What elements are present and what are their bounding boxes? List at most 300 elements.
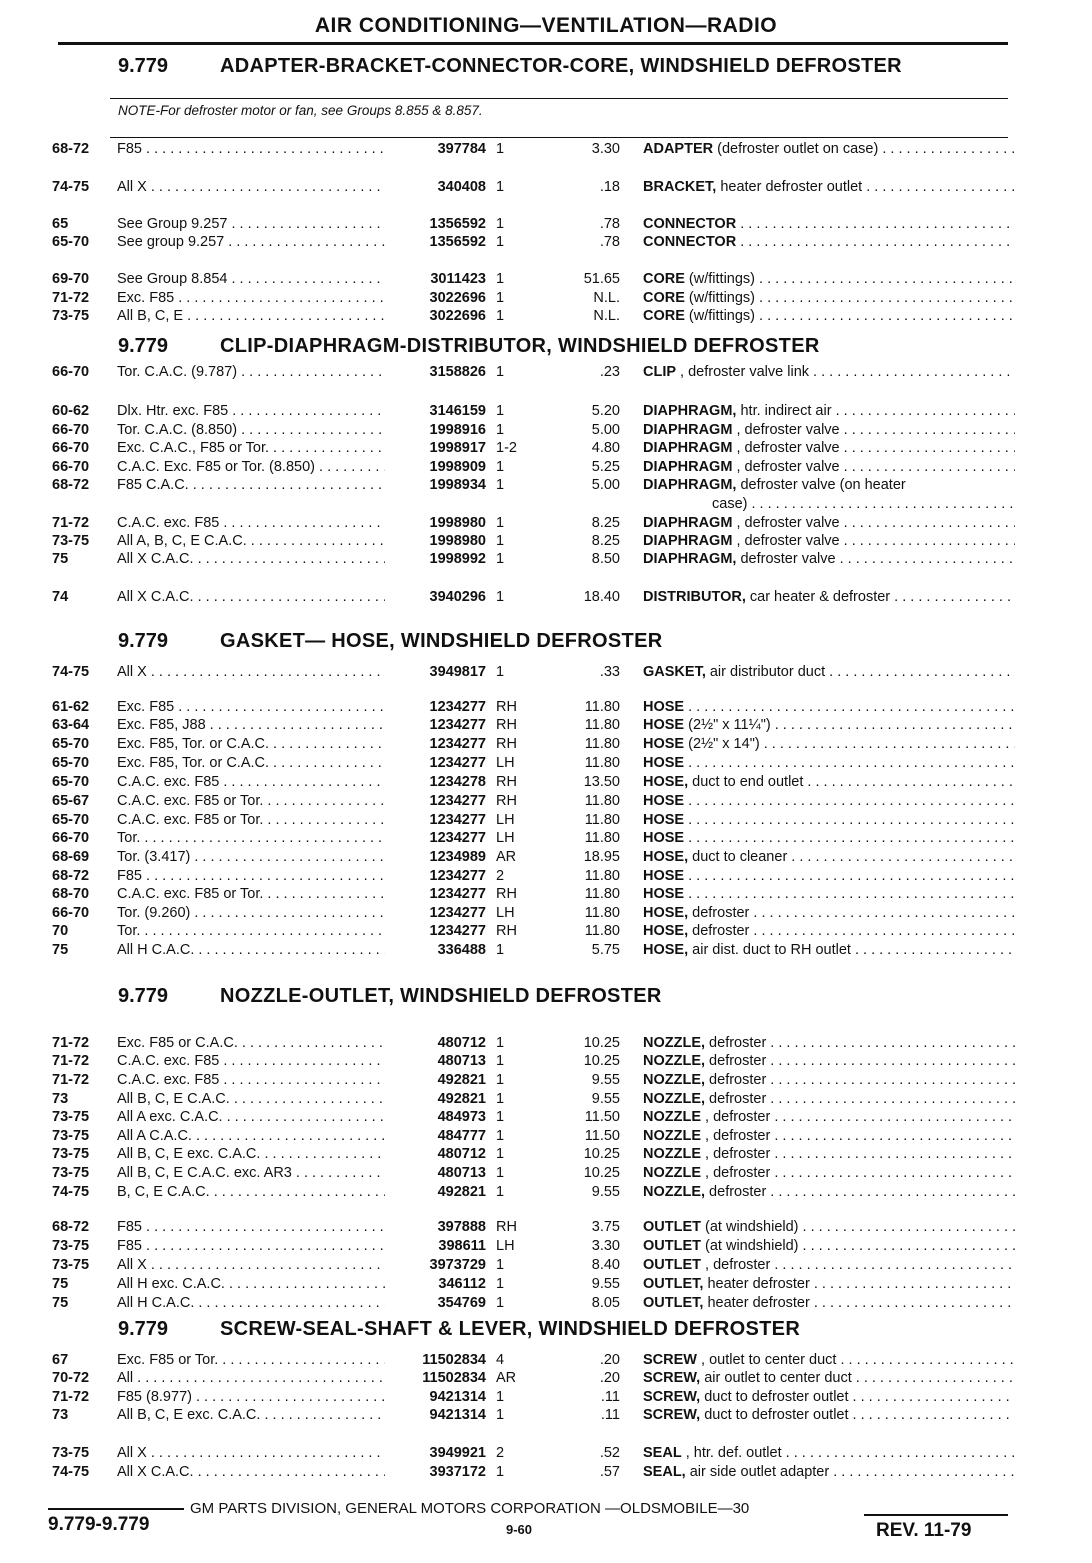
part-detail: , defroster: [701, 1165, 771, 1181]
application: All X C.A.C. . . .: [117, 1463, 385, 1481]
quantity: RH: [496, 699, 517, 715]
quantity: 1: [496, 533, 505, 549]
model-years: 74-75: [52, 1184, 90, 1200]
description: [643, 532, 1015, 550]
application: Exc. F85 . . .: [117, 289, 385, 307]
part-name: DIAPHRAGM: [643, 533, 733, 549]
part-name: SCREW: [643, 1352, 697, 1368]
part-number: 484777: [437, 1128, 486, 1144]
description: [643, 307, 1015, 325]
model-years: 65-70: [52, 774, 90, 790]
quantity: 1: [496, 1276, 505, 1292]
price: 5.00: [591, 477, 620, 493]
price: 11.80: [584, 868, 620, 884]
part-detail: , defroster: [701, 1109, 771, 1125]
description: [643, 1256, 1015, 1274]
price: 11.80: [584, 923, 620, 939]
table-row: [0, 1183, 1092, 1201]
price: 11.80: [584, 717, 620, 733]
part-name: HOSE: [643, 717, 685, 733]
part-name: DIAPHRAGM: [643, 440, 733, 456]
part-number: 9421314: [429, 1407, 486, 1423]
quantity: 1: [496, 1165, 505, 1181]
table-row: [0, 904, 1092, 922]
price: .78: [599, 216, 620, 232]
part-name: NOZZLE,: [643, 1072, 706, 1088]
quantity: 1: [496, 1389, 505, 1405]
model-years: 71-72: [52, 1072, 90, 1088]
quantity: 1: [496, 271, 505, 287]
model-years: 66-70: [52, 459, 90, 475]
price: .78: [599, 234, 620, 250]
quantity: RH: [496, 923, 517, 939]
part-number: 3011423: [430, 271, 486, 287]
quantity: RH: [496, 717, 517, 733]
quantity: RH: [496, 774, 517, 790]
part-name: HOSE,: [643, 942, 689, 958]
model-years: 71-72: [52, 515, 90, 531]
description: [643, 1275, 1015, 1293]
part-number: 3940296: [429, 589, 486, 605]
quantity: 1: [496, 942, 505, 958]
section-number: 9.779: [118, 1318, 169, 1340]
table-row: [0, 215, 1092, 233]
footer-page-number: 9-60: [506, 1522, 533, 1537]
model-years: 68-69: [52, 849, 90, 865]
application: All H C.A.C. . . .: [117, 941, 385, 959]
part-detail: htr. indirect air: [736, 403, 832, 419]
model-years: 74-75: [52, 1464, 90, 1480]
part-detail: defroster: [705, 1184, 767, 1200]
model-years: 65-70: [52, 812, 90, 828]
table-row: [0, 754, 1092, 772]
price: 3.75: [591, 1219, 620, 1235]
footer-rule-left: [48, 1508, 184, 1510]
part-detail: duct to cleaner: [688, 849, 788, 865]
part-number: 1234277: [429, 886, 486, 902]
table-row: [0, 402, 1092, 420]
note-rule-top: [110, 98, 1008, 99]
quantity: 1: [496, 1091, 505, 1107]
table-row: [0, 1294, 1092, 1312]
part-number: 1234277: [429, 736, 486, 752]
price: 51.65: [583, 271, 620, 287]
price: 13.50: [583, 774, 620, 790]
application: All A exc. C.A.C. . . .: [117, 1108, 385, 1126]
price: 9.55: [591, 1184, 620, 1200]
part-detail: (2½" x 11¼"): [684, 717, 771, 733]
table-row: [0, 792, 1092, 810]
part-detail: air side outlet adapter: [685, 1464, 830, 1480]
part-detail: defroster: [705, 1091, 767, 1107]
part-name: OUTLET: [643, 1219, 701, 1235]
part-number: 11502834: [422, 1370, 486, 1386]
price: .18: [599, 179, 620, 195]
quantity: 1: [496, 589, 505, 605]
application: Exc. F85, J88 . . .: [117, 716, 385, 734]
price: .20: [599, 1352, 620, 1368]
application: All . . .: [117, 1369, 385, 1387]
part-detail: , defroster valve link: [676, 364, 810, 380]
section-number: 9.779: [118, 335, 169, 357]
part-number: 480713: [437, 1053, 486, 1069]
table-row: [0, 1388, 1092, 1406]
quantity: LH: [496, 830, 515, 846]
part-name: SEAL: [643, 1445, 682, 1461]
quantity: RH: [496, 736, 517, 752]
application: Exc. F85 or C.A.C. . . .: [117, 1034, 385, 1052]
description: [643, 514, 1015, 532]
quantity: 1: [496, 1257, 505, 1273]
application: All X . . .: [117, 1444, 385, 1462]
description: [643, 233, 1015, 251]
part-detail: defroster valve: [736, 551, 836, 567]
price: 11.80: [584, 830, 620, 846]
part-detail: , defroster valve: [732, 422, 840, 438]
price: 9.55: [591, 1276, 620, 1292]
price: 9.55: [591, 1091, 620, 1107]
application: Dlx. Htr. exc. F85 . . .: [117, 402, 385, 420]
part-name: SCREW,: [643, 1370, 701, 1386]
part-name: OUTLET,: [643, 1276, 704, 1292]
quantity: 1: [496, 141, 505, 157]
application: All B, C, E . . .: [117, 307, 385, 325]
description: [643, 792, 1015, 810]
part-number: 1234989: [429, 849, 486, 865]
description: [643, 735, 1015, 753]
part-detail: heater defroster: [703, 1276, 810, 1292]
table-row: [0, 1463, 1092, 1481]
quantity: 1-2: [496, 440, 517, 456]
application: Exc. F85 or Tor. . . .: [117, 1351, 385, 1369]
application: F85 C.A.C. . . .: [117, 476, 385, 494]
quantity: 1: [496, 1407, 505, 1423]
quantity: 1: [496, 1184, 505, 1200]
part-number: 492821: [437, 1091, 486, 1107]
model-years: 73-75: [52, 1128, 90, 1144]
quantity: 1: [496, 459, 505, 475]
part-name: CORE: [643, 308, 685, 324]
table-row: [0, 1369, 1092, 1387]
price: 3.30: [591, 141, 620, 157]
model-years: 68-72: [52, 141, 90, 157]
part-name: HOSE: [643, 886, 685, 902]
application: C.A.C. Exc. F85 or Tor. (8.850) . . .: [117, 458, 385, 476]
part-name: SCREW,: [643, 1407, 701, 1423]
table-row: [0, 178, 1092, 196]
application: Tor. . . .: [117, 829, 385, 847]
application: Exc. F85 . . .: [117, 698, 385, 716]
table-row: [0, 1218, 1092, 1236]
part-name: NOZZLE: [643, 1128, 701, 1144]
description: [643, 476, 1015, 494]
price: 11.80: [584, 812, 620, 828]
application: All X . . .: [117, 663, 385, 681]
quantity: 1: [496, 1128, 505, 1144]
price: 4.80: [591, 440, 620, 456]
part-name: SEAL,: [643, 1464, 686, 1480]
part-name: OUTLET: [643, 1257, 701, 1273]
model-years: 67: [52, 1352, 69, 1368]
table-row: [0, 307, 1092, 325]
application: See group 9.257 . . .: [117, 233, 385, 251]
table-row: [0, 550, 1092, 568]
price: 5.75: [591, 942, 620, 958]
table-row: [0, 698, 1092, 716]
description: [643, 904, 1015, 922]
description: [643, 885, 1015, 903]
part-number: 11502834: [422, 1352, 486, 1368]
part-number: 1998992: [429, 551, 486, 567]
part-number: 1234277: [429, 812, 486, 828]
description: [643, 421, 1015, 439]
footer-publisher: GM PARTS DIVISION, GENERAL MOTORS CORPORATION —OLDSMOBILE—30: [190, 1500, 750, 1517]
part-number: 3937172: [429, 1464, 486, 1480]
table-row: [0, 1406, 1092, 1424]
model-years: 63-64: [52, 717, 90, 733]
part-detail: , defroster: [701, 1128, 771, 1144]
quantity: RH: [496, 793, 517, 809]
price: 10.25: [583, 1053, 620, 1069]
table-row: [0, 1034, 1092, 1052]
application: F85 . . .: [117, 1237, 385, 1255]
part-detail: , outlet to center duct: [696, 1352, 837, 1368]
application: All B, C, E C.A.C. . . .: [117, 1090, 385, 1108]
part-number: 3158826: [429, 364, 486, 380]
part-detail: defroster: [705, 1072, 767, 1088]
table-row: [0, 1071, 1092, 1089]
part-detail: defroster: [705, 1053, 767, 1069]
part-name: CORE: [643, 290, 685, 306]
part-name: DIAPHRAGM,: [643, 551, 737, 567]
model-years: 74-75: [52, 664, 90, 680]
table-row: [0, 1127, 1092, 1145]
table-row: [0, 811, 1092, 829]
application: C.A.C. exc. F85 . . .: [117, 1071, 385, 1089]
part-name: CONNECTOR: [643, 216, 737, 232]
quantity: LH: [496, 812, 515, 828]
description: [643, 1145, 1015, 1163]
model-years: 73-75: [52, 308, 90, 324]
model-years: 75: [52, 1295, 69, 1311]
quantity: 1: [496, 179, 505, 195]
part-number: 1998916: [429, 422, 486, 438]
description: [643, 1183, 1015, 1201]
footer-rule-right: [864, 1514, 1008, 1516]
part-name: DIAPHRAGM,: [643, 477, 737, 493]
section-title: NOZZLE-OUTLET, WINDSHIELD DEFROSTER: [220, 985, 662, 1007]
part-number: 397888: [437, 1219, 486, 1235]
price: 11.80: [584, 699, 620, 715]
model-years: 68-72: [52, 868, 90, 884]
application: C.A.C. exc. F85 or Tor. . . .: [117, 885, 385, 903]
application: Tor. . . .: [117, 922, 385, 940]
description: [643, 1237, 1015, 1255]
part-name: OUTLET: [643, 1238, 701, 1254]
table-row: [0, 1164, 1092, 1182]
table-row: [0, 941, 1092, 959]
table-row: [0, 773, 1092, 791]
part-detail: car heater & defroster: [745, 589, 891, 605]
page-header: AIR CONDITIONING—VENTILATION—RADIO: [314, 14, 778, 37]
part-number: 480713: [437, 1165, 486, 1181]
table-row: [0, 735, 1092, 753]
footer-group-range: 9.779-9.779: [48, 1514, 150, 1535]
part-number: 336488: [437, 942, 486, 958]
part-number: 1234277: [429, 923, 486, 939]
price: 11.80: [584, 793, 620, 809]
defroster-note: NOTE-For defroster motor or fan, see Groups 8.855 & 8.857.: [118, 103, 483, 118]
part-number: 1234277: [429, 717, 486, 733]
price: .33: [599, 664, 620, 680]
model-years: 73: [52, 1407, 69, 1423]
part-detail: duct to end outlet: [688, 774, 804, 790]
part-name: BRACKET,: [643, 179, 717, 195]
part-name: NOZZLE,: [643, 1184, 706, 1200]
quantity: 1: [496, 1146, 505, 1162]
description: [643, 402, 1015, 420]
application: All X . . .: [117, 178, 385, 196]
price: .11: [600, 1407, 620, 1423]
part-name: HOSE,: [643, 849, 689, 865]
section-number: 9.779: [118, 630, 169, 652]
part-name: OUTLET,: [643, 1295, 704, 1311]
price: 10.25: [583, 1146, 620, 1162]
model-years: 66-70: [52, 364, 90, 380]
quantity: 1: [496, 515, 505, 531]
model-years: 65: [52, 216, 69, 232]
section-title: ADAPTER-BRACKET-CONNECTOR-CORE, WINDSHIELD DEFROSTER: [220, 55, 902, 77]
description: [643, 270, 1015, 288]
part-name: NOZZLE,: [643, 1091, 706, 1107]
quantity: 1: [496, 290, 505, 306]
part-detail: defroster: [688, 923, 750, 939]
price: 10.25: [583, 1165, 620, 1181]
quantity: LH: [496, 1238, 515, 1254]
table-row: [0, 458, 1092, 476]
description: [643, 458, 1015, 476]
application: Exc. F85, Tor. or C.A.C. . . .: [117, 754, 385, 772]
description: [643, 215, 1015, 233]
quantity: 1: [496, 1109, 505, 1125]
application: See Group 9.257 . . .: [117, 215, 385, 233]
part-number: 354769: [437, 1295, 486, 1311]
application: All X . . .: [117, 1256, 385, 1274]
quantity: 1: [496, 216, 505, 232]
part-name: HOSE: [643, 699, 685, 715]
part-name: HOSE: [643, 868, 685, 884]
price: .52: [599, 1445, 620, 1461]
price: 9.55: [591, 1072, 620, 1088]
part-detail: air dist. duct to RH outlet: [688, 942, 851, 958]
price: N.L.: [593, 308, 620, 324]
part-detail: , defroster: [701, 1257, 771, 1273]
part-name: SCREW,: [643, 1389, 701, 1405]
part-name: CLIP: [643, 364, 677, 380]
application: All H exc. C.A.C. . . .: [117, 1275, 385, 1293]
table-row: [0, 1444, 1092, 1462]
description: [643, 1444, 1015, 1462]
table-row: [0, 532, 1092, 550]
part-name: NOZZLE: [643, 1165, 701, 1181]
model-years: 70-72: [52, 1370, 90, 1386]
application: See Group 8.854 . . .: [117, 270, 385, 288]
description: [643, 1406, 1015, 1424]
price: .11: [600, 1389, 620, 1405]
part-name: GASKET,: [643, 664, 706, 680]
part-detail: (at windshield): [701, 1238, 799, 1254]
model-years: 66-70: [52, 905, 90, 921]
footer-revision: REV. 11-79: [876, 1520, 972, 1541]
part-number: 3949921: [429, 1445, 486, 1461]
model-years: 65-70: [52, 736, 90, 752]
model-years: 73-75: [52, 1146, 90, 1162]
part-detail: heater defroster: [703, 1295, 810, 1311]
price: 8.40: [591, 1257, 620, 1273]
part-name: HOSE: [643, 755, 685, 771]
table-row: [0, 1351, 1092, 1369]
table-row: [0, 848, 1092, 866]
part-number: 1998909: [429, 459, 486, 475]
description: [643, 1127, 1015, 1145]
model-years: 74-75: [52, 179, 90, 195]
application: All H C.A.C. . . .: [117, 1294, 385, 1312]
price: 11.80: [584, 736, 620, 752]
table-row: [0, 588, 1092, 606]
model-years: 66-70: [52, 422, 90, 438]
table-row: [0, 140, 1092, 158]
model-years: 73-75: [52, 1445, 90, 1461]
application: F85 (8.977) . . .: [117, 1388, 385, 1406]
price: 11.80: [584, 886, 620, 902]
quantity: 1: [496, 1053, 505, 1069]
part-number: 492821: [437, 1072, 486, 1088]
description: [643, 550, 1015, 568]
description: [643, 848, 1015, 866]
description: [643, 1164, 1015, 1182]
table-row: [0, 1090, 1092, 1108]
price: 5.25: [591, 459, 620, 475]
model-years: 75: [52, 1276, 69, 1292]
part-name: HOSE,: [643, 923, 689, 939]
quantity: 1: [496, 664, 505, 680]
model-years: 70: [52, 923, 69, 939]
table-row: [0, 439, 1092, 457]
quantity: 1: [496, 1035, 505, 1051]
application: All A, B, C, E C.A.C. . . .: [117, 532, 385, 550]
description: [643, 1052, 1015, 1070]
description: [643, 1369, 1015, 1387]
part-name: CONNECTOR: [643, 234, 737, 250]
part-number: 398611: [438, 1238, 486, 1254]
part-number: 1356592: [429, 216, 486, 232]
application: F85 . . .: [117, 140, 385, 158]
price: .57: [599, 1464, 620, 1480]
header-rule: [58, 42, 1008, 45]
model-years: 71-72: [52, 1053, 90, 1069]
table-row: [0, 363, 1092, 381]
part-number: 9421314: [429, 1389, 486, 1405]
part-number: 346112: [438, 1276, 486, 1292]
part-detail: , defroster valve: [732, 515, 840, 531]
quantity: 1: [496, 551, 505, 567]
quantity: 1: [496, 1072, 505, 1088]
model-years: 73-75: [52, 1257, 90, 1273]
description: [643, 439, 1015, 457]
price: 8.25: [591, 515, 620, 531]
part-name: HOSE: [643, 736, 685, 752]
quantity: AR: [496, 1370, 517, 1386]
